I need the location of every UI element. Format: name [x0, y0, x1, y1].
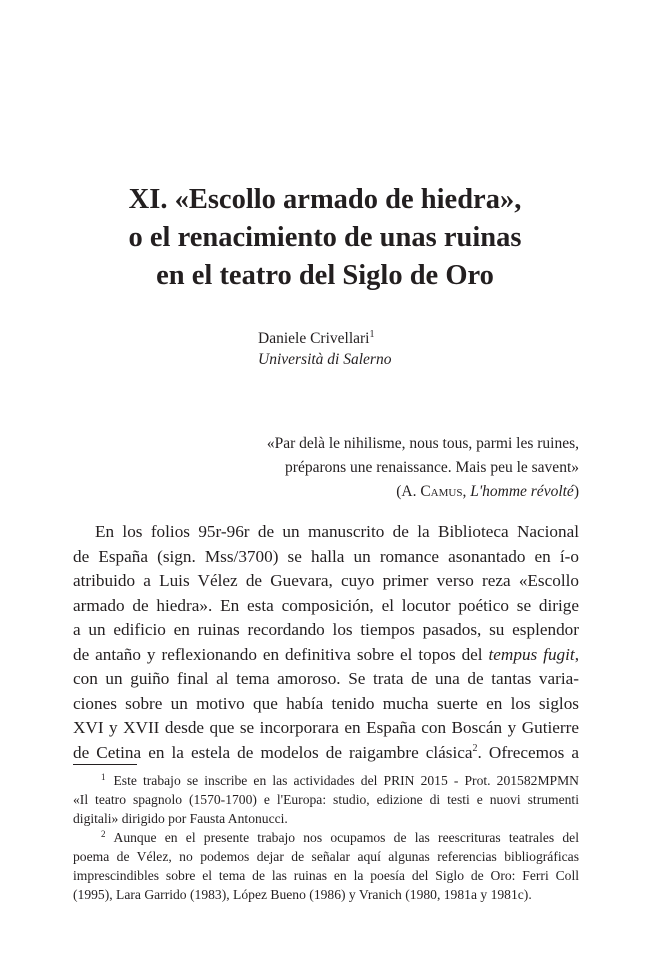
- footnote-1-line: digitali» dirigido por Fausta Antonucci.: [73, 811, 288, 826]
- footnote-2-line: poema de Vélez, no podemos dejar de señalar aquí algunas referencias bibliográficas: [73, 849, 579, 864]
- body-text-run: de Cetina en la estela de modelos de raigambre clásica: [73, 742, 473, 762]
- body-line: XVI y XVII desde que se incorporara en España con Boscán y Gutierre: [73, 718, 579, 737]
- epigraph-attr-work: L'homme révolté: [470, 483, 574, 500]
- footnote-1-number: 1: [101, 772, 106, 782]
- footnote-separator: [73, 764, 137, 765]
- epigraph-line-1: «Par delà le nihilisme, nous tous, parmi les ruines,: [266, 435, 579, 452]
- body-line: [73, 643, 579, 668]
- body-text-run: ,: [574, 644, 579, 664]
- footnote-1-line: «Il teatro spagnolo (1570-1700) e l'Europa: studio, edizione di testi e nuovi strumenti: [73, 792, 579, 807]
- epigraph-attribution: [267, 480, 579, 504]
- chapter-title-line-2: o el renacimiento de unas ruinas: [128, 222, 522, 253]
- chapter-title-line-3: en el teatro del Siglo de Oro: [156, 260, 494, 291]
- footnotes: [73, 771, 579, 904]
- body-italic-term: tempus fugit: [488, 644, 575, 664]
- footnote-text-run: Este trabajo se inscribe en las actividades del PRIN 2015 - Prot. 201582MPMN: [113, 773, 579, 788]
- footnote-2-line: [73, 828, 579, 847]
- footnote-text-run: Aunque en el presente trabajo nos ocupamos de las reescrituras teatrales del: [113, 830, 579, 845]
- body-footnote-ref[interactable]: 2: [472, 742, 478, 754]
- author-name: Daniele Crivellari: [258, 330, 370, 347]
- footnote-2-line: imprescindibles sobre el tema de las ruinas en la poesía del Siglo de Oro: Ferri Coll: [73, 868, 579, 883]
- body-text-run: . Ofrecemos a: [477, 742, 579, 762]
- body-line: a un edificio en ruinas recordando los tiempos pasados, su esplendor: [73, 620, 579, 639]
- body-line: atribuido a Luis Vélez de Guevara, cuyo primer verso reza «Escollo: [73, 571, 579, 590]
- epigraph-attr-close: ): [573, 483, 579, 500]
- author-footnote-ref[interactable]: 1: [369, 329, 375, 340]
- body-paragraph: [73, 520, 579, 765]
- footnote-2-number: 2: [101, 829, 106, 839]
- body-line: armado de hiedra». En esta composición, el locutor poético se dirige: [73, 595, 579, 615]
- chapter-title-line-1: XI. «Escollo armado de hiedra»,: [128, 184, 522, 215]
- epigraph-attr-sep: ,: [462, 483, 471, 500]
- epigraph-line-2: préparons une renaissance. Mais peu le savent»: [285, 459, 579, 476]
- body-line: ciones sobre un motivo que había tenido mucha suerte en los siglos: [73, 693, 579, 713]
- body-line: En los folios 95r-96r de un manuscrito de la Biblioteca Nacional: [95, 522, 579, 541]
- epigraph-attr-open: (A.: [396, 483, 421, 500]
- footnote-1-line: [73, 771, 579, 790]
- chapter-title: [60, 181, 590, 295]
- body-text-run: de antaño y reflexionando en definitiva sobre el topos del: [73, 644, 489, 664]
- body-line: [73, 741, 579, 766]
- author-affiliation: Università di Salerno: [258, 351, 392, 368]
- epigraph: [267, 432, 579, 504]
- epigraph-attr-author: Camus: [420, 483, 463, 500]
- body-line: de España (sign. Mss/3700) se halla un romance asonantado en í-o: [73, 546, 579, 566]
- body-line: con un guiño final al tema amoroso. Se trata de una de tantas varia-: [73, 669, 579, 688]
- author-name-line: [258, 328, 391, 349]
- footnote-2-line: (1995), Lara Garrido (1983), López Bueno (1986) y Vranich (1980, 1981a y 1981c).: [73, 887, 532, 902]
- author-block: [258, 328, 391, 370]
